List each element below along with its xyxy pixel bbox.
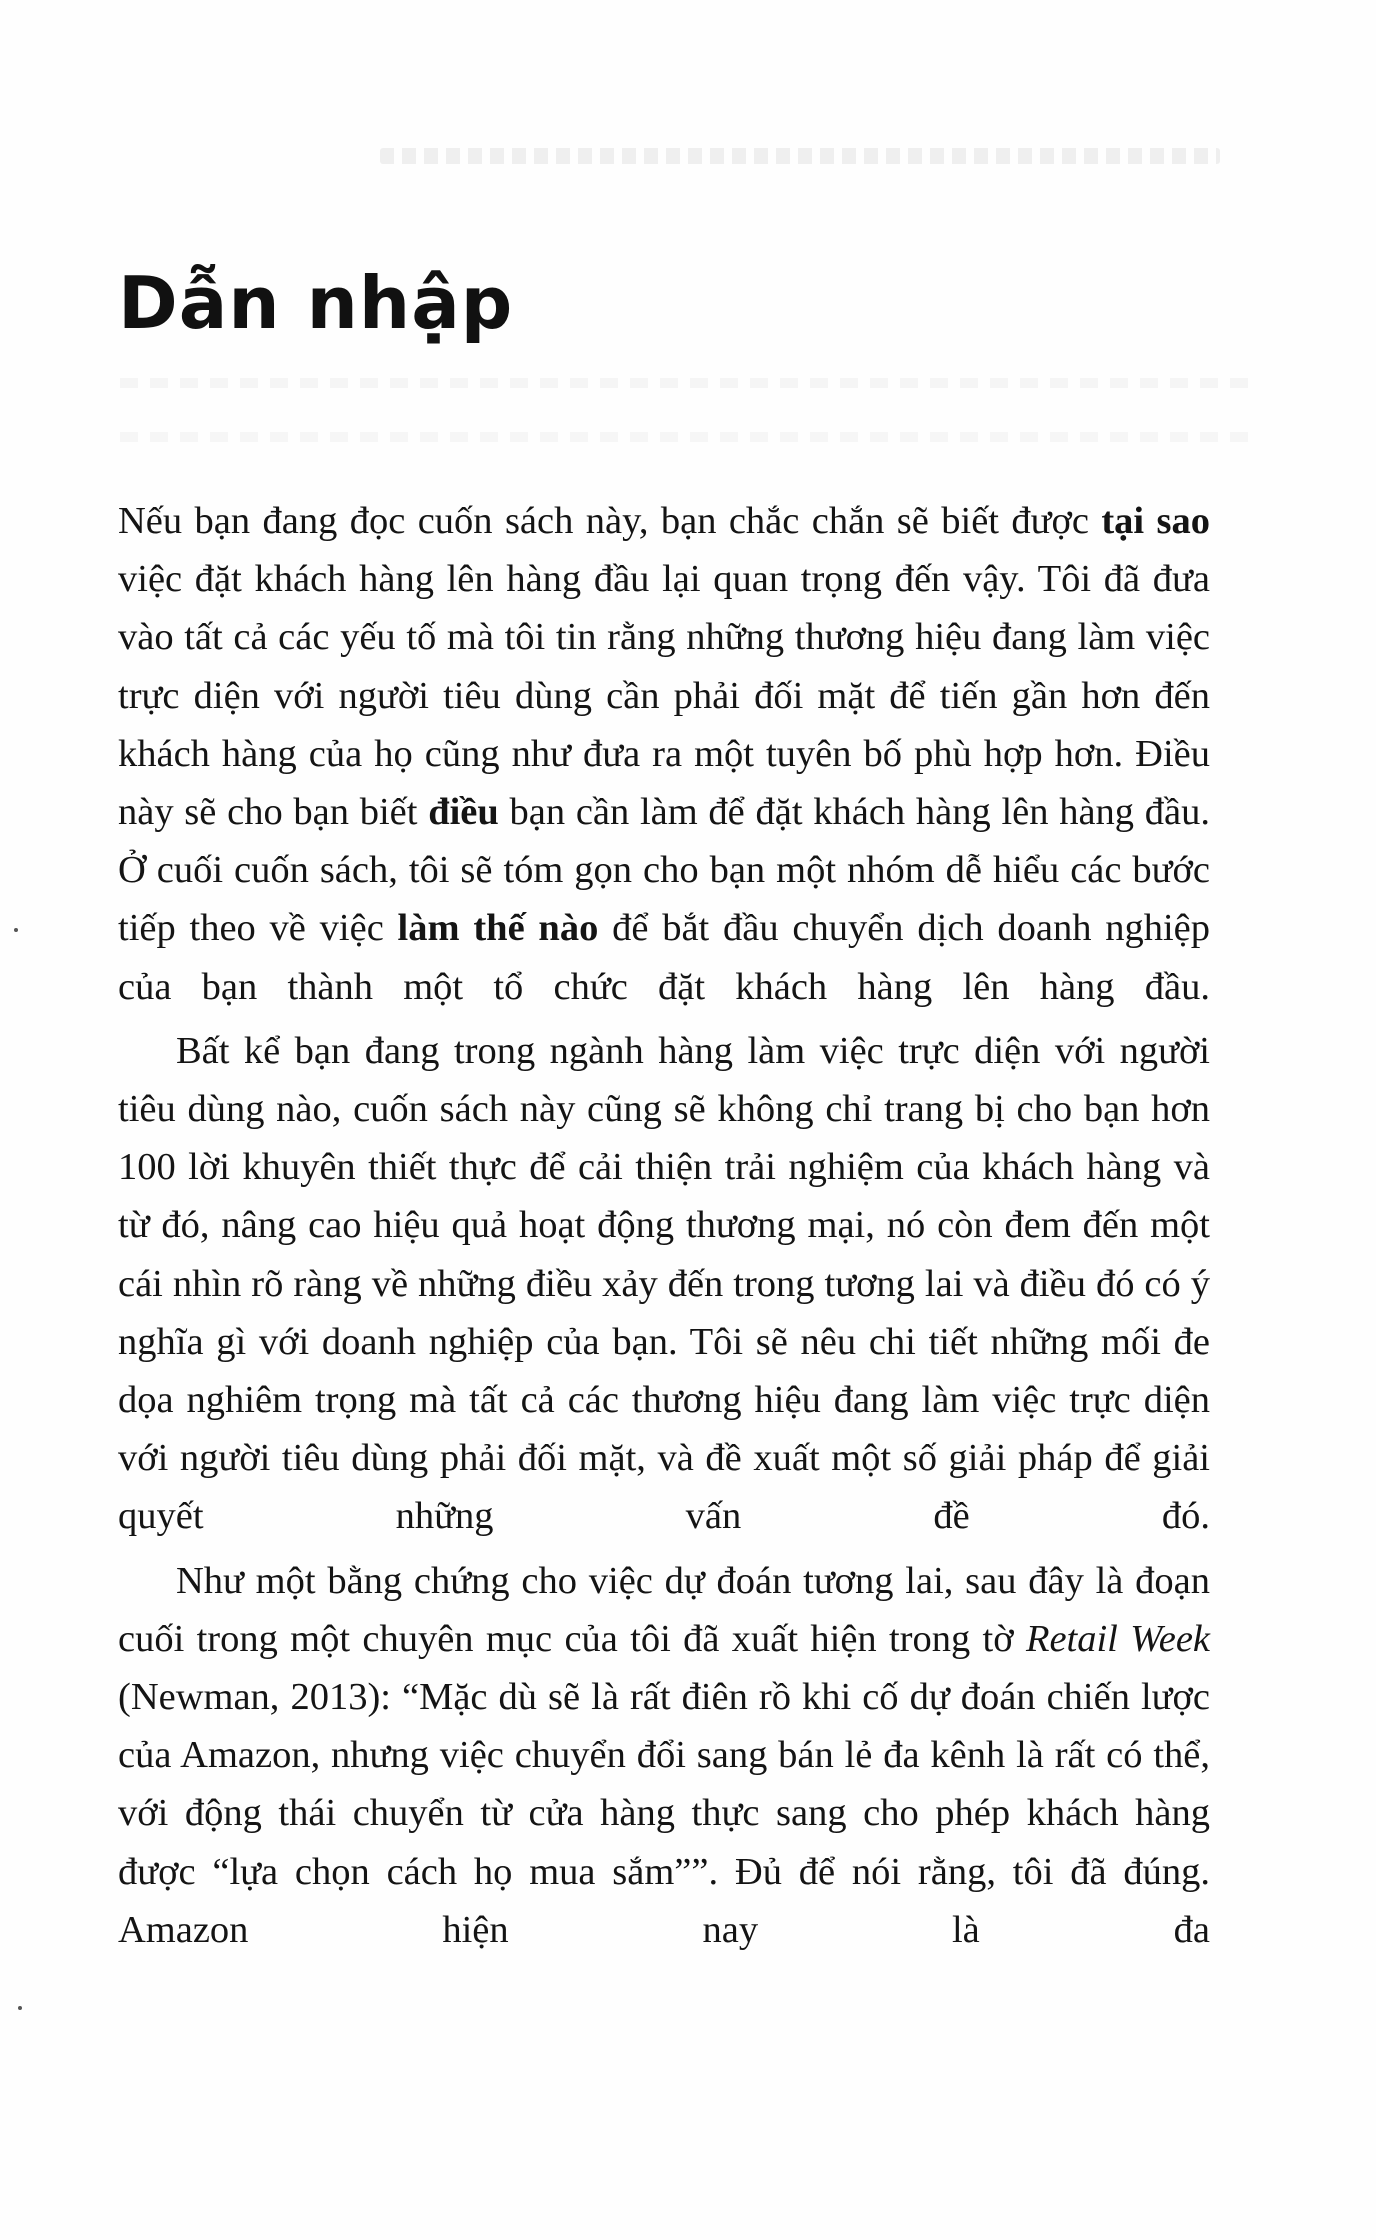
bold-text-run: làm thế nào (397, 907, 599, 950)
paragraph (118, 1022, 1210, 1546)
bleed-through-line (120, 378, 1250, 388)
paragraph (118, 492, 1210, 1016)
italic-text-run: Retail Week (1025, 1617, 1210, 1660)
bleed-through-line (120, 432, 1250, 442)
bold-text-run: tại sao (1101, 500, 1211, 542)
text-run: việc đặt khách hàng lên hàng đầu lại quan trọng đến vậy. Tôi đã đưa vào tất cả các yếu tố mà tôi tin rằng những thương hiệu đang làm việc trực diện với người tiêu dùng cần phải đối mặt để tiến gần hơn đến khách hàng của họ cũng như đưa ra một tuyên bố phù hợp hơn. Điều này sẽ cho bạn biết (118, 558, 1210, 834)
scan-speck (18, 2006, 22, 2010)
bleed-through-header (380, 148, 1220, 164)
body-text (118, 492, 1210, 1965)
chapter-title: Dẫn nhập (118, 261, 514, 345)
scan-speck (14, 928, 18, 932)
text-run: Nếu bạn đang đọc cuốn sách này, bạn chắc chắn sẽ biết được (118, 500, 1102, 542)
paragraph (118, 1552, 1210, 1959)
bold-text-run: điều (428, 791, 499, 834)
text-run: (Newman, 2013): “Mặc dù sẽ là rất điên rồ khi cố dự đoán chiến lược của Amazon, nhưng việc chuyển đổi sang bán lẻ đa kênh là rất có thể, với động thái chuyển từ cửa hàng thực sang cho phép khách hàng được “lựa chọn cách họ mua sắm””. Đủ để nói rằng, tôi đã đúng. Amazon hiện nay là đa (118, 1676, 1210, 1951)
text-run: Như một bằng chứng cho việc dự đoán tương lai, sau đây là đoạn cuối trong một chuyên mục của tôi đã xuất hiện trong tờ (118, 1559, 1210, 1660)
text-run: bạn cần làm để đặt khách hàng lên hàng đầu. Ở cuối cuốn sách, tôi sẽ tóm gọn cho bạn một nhóm dễ hiểu các bước tiếp theo về việc (118, 791, 1210, 950)
text-run: Bất kể bạn đang trong ngành hàng làm việc trực diện với người tiêu dùng nào, cuốn sách này cũng sẽ không chỉ trang bị cho bạn hơn 100 lời khuyên thiết thực để cải thiện trải nghiệm của khách hàng và từ đó, nâng cao hiệu quả hoạt động thương mại, nó còn đem đến một cái nhìn rõ ràng về những điều xảy đến trong tương lai và điều đó có ý nghĩa gì với doanh nghiệp của bạn. Tôi sẽ nêu chi tiết những mối đe dọa nghiêm trọng mà tất cả các thương hiệu đang làm việc trực diện với người tiêu dùng phải đối mặt, và đề xuất một số giải pháp để giải quyết những vấn đề đó. (118, 1029, 1210, 1538)
text-run: để bắt đầu chuyển dịch doanh nghiệp của bạn thành một tổ chức đặt khách hàng lên hàng đầu. (118, 907, 1211, 1008)
